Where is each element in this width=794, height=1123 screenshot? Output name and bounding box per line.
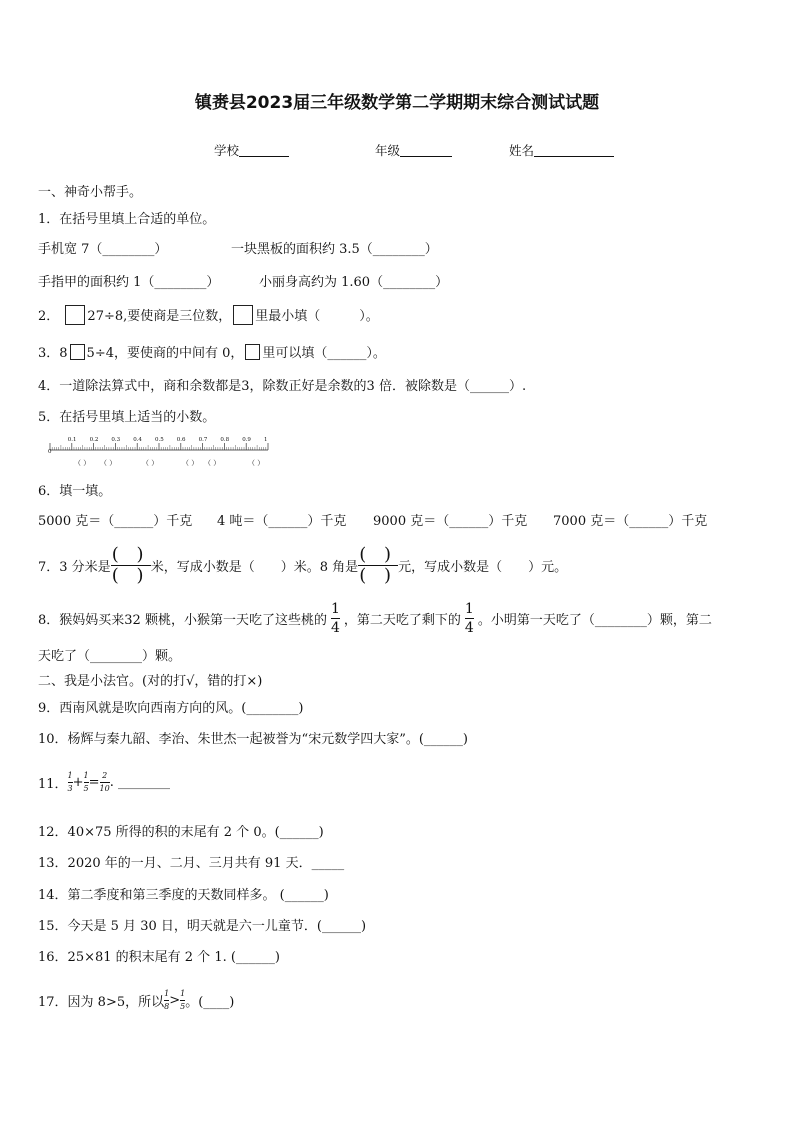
number-line-ticks [50, 443, 268, 450]
q2-part1: 27÷8,要使商是三位数， [87, 309, 232, 324]
q5-blank-3[interactable]: （ ） [142, 459, 159, 467]
q2-part2: 里最小填（ ）。 [255, 309, 379, 324]
school-blank[interactable] [239, 143, 289, 157]
q7-part1: 7．3 分米是 [38, 559, 111, 575]
q9: 9．西南风就是吹向西南方向的风。(________) [38, 701, 304, 716]
q3-num: 3．8 [38, 346, 68, 361]
q6-item-3: 9000 克＝（______）千克 [373, 514, 528, 529]
q2-num: 2． [38, 309, 60, 324]
q4: 4．一道除法算式中，商和余数都是3，除数正好是余数的3 倍．被除数是（______）. [38, 379, 527, 394]
number-line-label: 1 [264, 437, 268, 443]
q17-fraction-1: $\frac{1}{8}$ [164, 988, 170, 1011]
number-line-label: 0.2 [89, 437, 99, 443]
q3-part1: 5÷4，要使商的中间有 0， [86, 346, 244, 361]
number-line-label: 0.7 [198, 437, 208, 443]
q1-a: 手机宽 7（________） [38, 242, 168, 257]
q7-fraction-1[interactable]: ( ) ( ) [111, 543, 150, 586]
q10: 10．杨辉与秦九韶、李治、朱世杰一起被誉为“宋元数学四大家”。(______) [38, 732, 468, 747]
q16: 16．25×81 的积末尾有 2 个 1. (______) [38, 950, 280, 965]
number-line [46, 440, 272, 460]
q8-fraction-2: $\frac{1}{4}$ [464, 600, 474, 636]
q11-fraction-2: $\frac{1}{5}$ [83, 770, 89, 793]
q8 [38, 598, 712, 638]
q8-line2: 天吃了（________）颗。 [38, 649, 182, 664]
q17-op: > [169, 992, 181, 1008]
name-label: 姓名 [509, 143, 535, 158]
q11-tail: . ________ [109, 774, 170, 790]
name-blank[interactable] [534, 143, 614, 157]
q7 [38, 541, 567, 589]
q6-item-1: 5000 克＝（______）千克 [38, 514, 193, 529]
number-line-label: 0.3 [111, 437, 121, 443]
q7-fraction-2[interactable]: ( ) ( ) [359, 543, 397, 586]
q11-op: + [72, 774, 84, 790]
q17-tail: 。(____) [185, 994, 235, 1010]
q1-c: 手指甲的面积约 1（________） [38, 275, 220, 290]
q1-d: 小丽身高约为 1.60（________） [259, 275, 449, 290]
q11-fraction-3: $\frac{2}{10}$ [99, 770, 110, 793]
q6-item-2: 4 吨＝（______）千克 [217, 514, 347, 529]
number-line-label: 0.4 [133, 437, 142, 443]
q5-blank-4[interactable]: （ ） [182, 459, 199, 467]
number-line-label: 0 [48, 449, 52, 455]
grade-field [375, 141, 452, 159]
school-field [214, 141, 289, 159]
q17-fraction-2: $\frac{1}{5}$ [180, 988, 186, 1011]
q8-part1: 8．猴妈妈买来32 颗桃，小猴第一天吃了这些桃的 [38, 612, 327, 628]
q11-fraction-1: $\frac{1}{3}$ [67, 770, 73, 793]
q15: 15．今天是 5 月 30 日，明天就是六一儿童节．(______) [38, 919, 367, 934]
number-line-label: 0.8 [220, 437, 230, 443]
q13: 13．2020 年的一月、二月、三月共有 91 天．_____ [38, 856, 345, 871]
number-line-label: 0.5 [155, 437, 164, 443]
q5-text: 5．在括号里填上适当的小数。 [38, 410, 216, 425]
q14: 14．第二季度和第三季度的天数同样多。 (______) [38, 888, 329, 903]
q11 [38, 768, 170, 796]
number-line-label: 0.1 [67, 437, 77, 443]
q5-blank-6[interactable]: （ ） [248, 459, 265, 467]
q5-blank-5[interactable]: （ ） [204, 459, 221, 467]
q1-b: 一块黑板的面积约 3.5（________） [231, 242, 438, 257]
school-label: 学校 [214, 143, 240, 158]
q7-part3: 元，写成小数是（ ）元。 [398, 559, 568, 575]
q3-part2: 里可以填（______）。 [262, 346, 386, 361]
grade-blank[interactable] [400, 143, 452, 157]
q8-part2: ，第二天吃了剩下的 [343, 612, 461, 628]
q6-item-4: 7000 克＝（______）千克 [553, 514, 708, 529]
q8-part3: 。小明第一天吃了（________）颗，第二 [477, 612, 712, 628]
q11-num: 11． [38, 776, 68, 792]
grade-label: 年级 [375, 143, 401, 158]
q2-box-2[interactable] [233, 305, 253, 325]
q1-text: 1．在括号里填上合适的单位。 [38, 212, 216, 227]
q11-eq: = [88, 774, 100, 790]
q8-fraction-1: $\frac{1}{4}$ [330, 600, 340, 636]
q17-part1: 17．因为 8>5，所以 [38, 994, 165, 1010]
section2-heading: 二、我是小法官。(对的打√，错的打×) [38, 674, 263, 689]
number-line-label: 0.6 [176, 437, 186, 443]
q3 [38, 342, 386, 361]
q2-box-1[interactable] [65, 305, 85, 325]
name-field [509, 141, 614, 159]
q6-text: 6．填一填。 [38, 484, 112, 499]
page-title: 镇赉县2023届三年级数学第二学期期末综合测试试题 [194, 93, 600, 113]
q7-part2: 米，写成小数是（ ）米。8 角是 [150, 559, 359, 575]
q2 [38, 305, 379, 325]
q5-blank-2[interactable]: （ ） [100, 459, 117, 467]
q17 [38, 986, 234, 1014]
q3-box-1[interactable] [70, 344, 85, 360]
number-line-label: 0.9 [242, 437, 251, 443]
q5-blank-1[interactable]: （ ） [74, 459, 91, 467]
q3-box-2[interactable] [245, 344, 260, 360]
q12: 12．40×75 所得的积的末尾有 2 个 0。(______) [38, 825, 324, 840]
section1-heading: 一、神奇小帮手。 [38, 185, 143, 200]
